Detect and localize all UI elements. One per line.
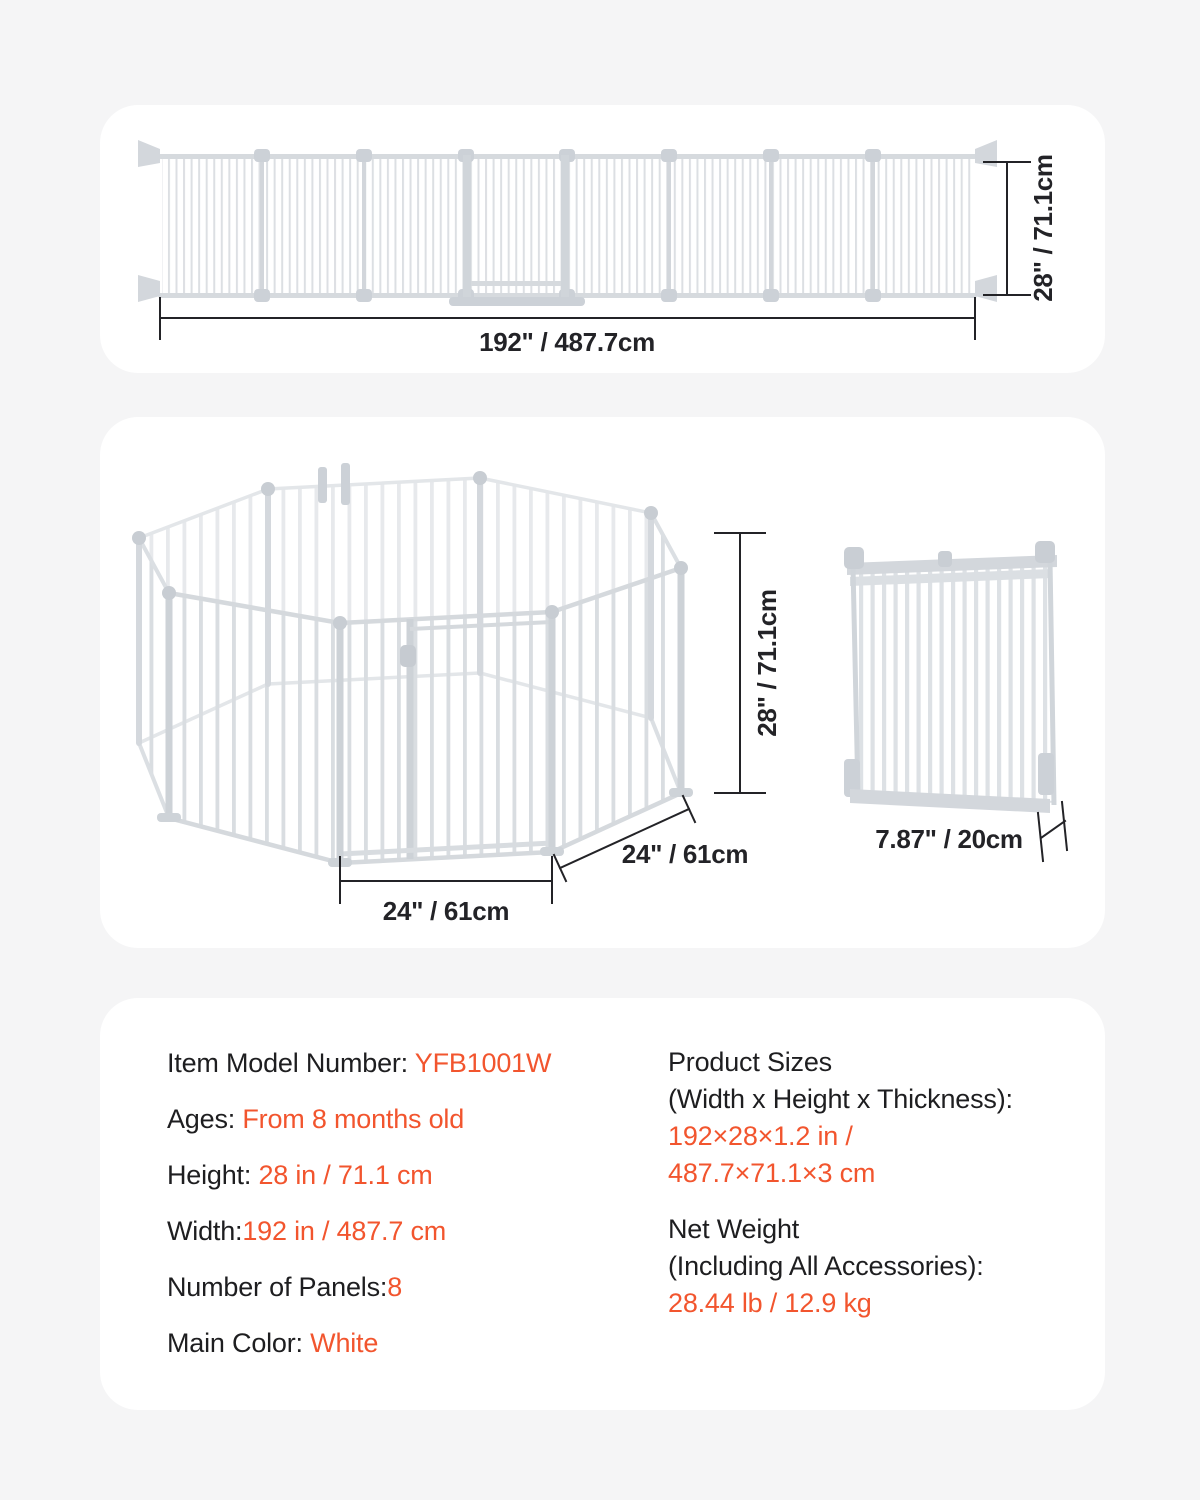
octagon-pen-illustration bbox=[132, 463, 693, 867]
spec-block-product-sizes bbox=[668, 1044, 1013, 1192]
spec-label: Ages: bbox=[167, 1104, 243, 1134]
pen-side-width-label: 24" / 61cm bbox=[621, 839, 749, 869]
playpen-layout-card bbox=[100, 417, 1105, 948]
spec-block-title: (Including All Accessories): bbox=[668, 1251, 984, 1281]
spec-block-title: (Width x Height x Thickness): bbox=[668, 1084, 1013, 1114]
spec-block-value: 192×28×1.2 in / bbox=[668, 1121, 853, 1151]
spec-label: Number of Panels: bbox=[167, 1272, 388, 1302]
spec-block-net-weight bbox=[668, 1211, 1013, 1322]
spec-row-width bbox=[167, 1216, 551, 1246]
flat-height-dimension bbox=[984, 162, 1030, 295]
pen-front-width-label: 24" / 61cm bbox=[382, 896, 510, 926]
pen-height-label: 28" / 71.1cm bbox=[752, 589, 782, 737]
flat-gate-illustration bbox=[138, 140, 997, 306]
spec-block-value: 28.44 lb / 12.9 kg bbox=[668, 1288, 872, 1318]
playpen-diagram bbox=[100, 417, 1105, 948]
spec-value: 8 bbox=[387, 1272, 403, 1302]
specs-left-column bbox=[167, 1048, 551, 1384]
spec-block-value: 487.7×71.1×3 cm bbox=[668, 1158, 876, 1188]
spec-block-title: Product Sizes bbox=[668, 1047, 832, 1077]
flat-height-label: 28" / 71.1cm bbox=[1028, 154, 1058, 302]
spec-row-height bbox=[167, 1160, 551, 1190]
spec-label: Width: bbox=[167, 1216, 243, 1246]
flat-gate-diagram bbox=[100, 105, 1105, 373]
spec-value: YFB1001W bbox=[414, 1048, 552, 1078]
spec-label: Main Color: bbox=[167, 1328, 311, 1358]
spec-value: 192 in / 487.7 cm bbox=[242, 1216, 447, 1246]
specs-card bbox=[100, 998, 1105, 1410]
flat-width-label: 192" / 487.7cm bbox=[479, 327, 655, 357]
spec-value: From 8 months old bbox=[242, 1104, 465, 1134]
spec-row-ages bbox=[167, 1104, 551, 1134]
spec-label: Height: bbox=[167, 1160, 259, 1190]
folded-stack-illustration bbox=[844, 541, 1057, 813]
spec-label: Item Model Number: bbox=[167, 1048, 415, 1078]
spec-row-model bbox=[167, 1048, 551, 1078]
flat-layout-card bbox=[100, 105, 1105, 373]
spec-row-panels bbox=[167, 1272, 551, 1302]
specs-right-column bbox=[668, 1044, 1013, 1322]
spec-block-title: Net Weight bbox=[668, 1214, 800, 1244]
spec-value: White bbox=[310, 1328, 379, 1358]
spec-value: 28 in / 71.1 cm bbox=[258, 1160, 433, 1190]
spec-row-color bbox=[167, 1328, 551, 1358]
stack-depth-label: 7.87" / 20cm bbox=[875, 824, 1023, 854]
